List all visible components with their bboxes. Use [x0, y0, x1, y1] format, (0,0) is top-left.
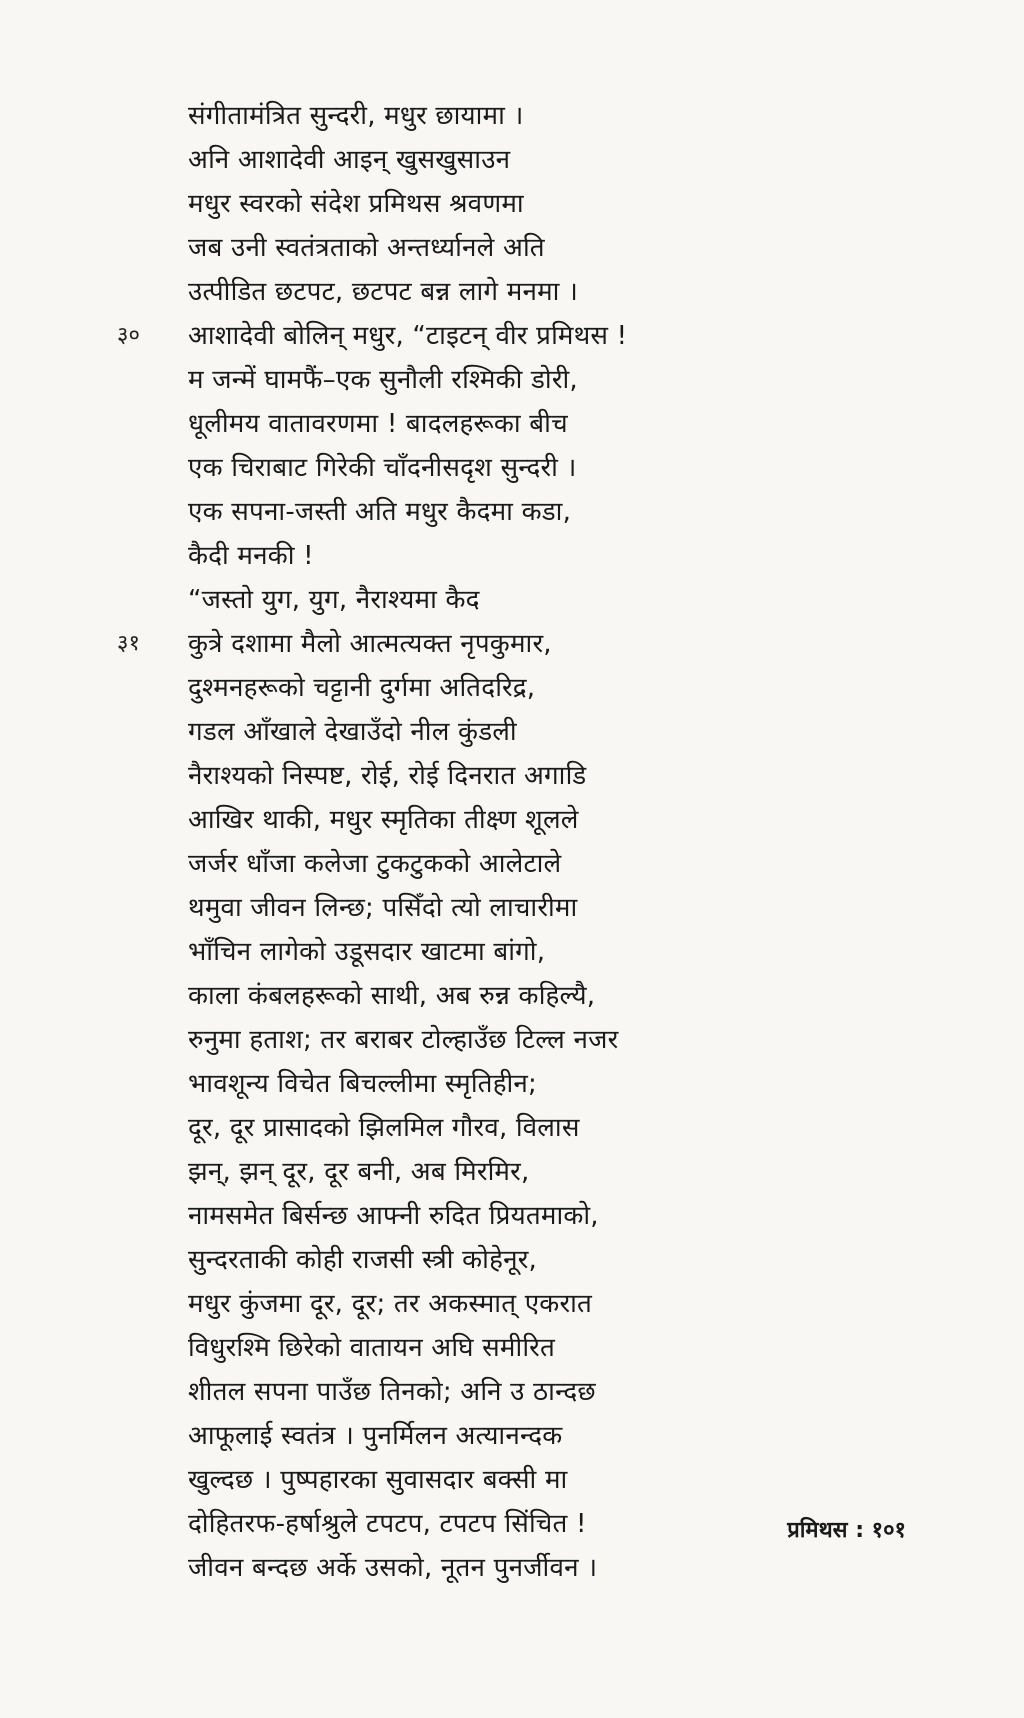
poem-line: अनि आशादेवी आइन् खुसखुसाउन: [188, 145, 511, 175]
poem-line: गडल आँखाले देखाउँदो नील कुंडली: [188, 717, 517, 747]
poem-line: म जन्में घामफैं–एक सुनौली रश्मिकी डोरी,: [188, 365, 578, 395]
poem-line: एक चिराबाट गिरेकी चाँदनीसदृश सुन्दरी ।: [188, 453, 577, 483]
poem-line: भावशून्य विचेत बिचल्लीमा स्मृतिहीन;: [188, 1069, 538, 1099]
poem-line: जीवन बन्दछ अर्के उसको, नूतन पुनर्जीवन ।: [188, 1553, 598, 1583]
poem-line: कैदी मनकी !: [188, 541, 314, 571]
poem-line: थमुवा जीवन लिन्छ; पसिँदो त्यो लाचारीमा: [188, 893, 578, 923]
poem-line: संगीतामंत्रित सुन्दरी, मधुर छायामा ।: [188, 101, 524, 131]
line-number-30: ३०: [117, 323, 140, 348]
poem-line: उत्पीडित छटपट, छटपट बन्न लागे मनमा ।: [188, 277, 579, 307]
page-number: १०१: [871, 1518, 906, 1543]
poem-line: नामसमेत बिर्सन्छ आफ्नी रुदित प्रियतमाको,: [188, 1201, 599, 1231]
poem-line: दोहितरफ-हर्षाश्रुले टपटप, टपटप सिंचित !: [188, 1509, 587, 1539]
poem-line: जब उनी स्वतंत्रताको अन्तर्ध्यानले अति: [188, 233, 545, 263]
line-number-31: ३१: [117, 631, 140, 656]
poem-line: मधुर स्वरको संदेश प्रमिथस श्रवणमा: [188, 189, 524, 219]
poem-line: कुत्रे दशामा मैलो आत्मत्यक्त नृपकुमार,: [188, 629, 552, 659]
page-footer: [787, 1516, 906, 1546]
poem-line: सुन्दरताकी कोही राजसी स्त्री कोहेनूर,: [188, 1245, 538, 1275]
poem-line: काला कंबलहरूको साथी, अब रुन्न कहिल्यै,: [188, 981, 596, 1011]
poem-line: रुनुमा हताश; तर बराबर टोल्हाउँछ टिल्ल नजर: [188, 1025, 619, 1055]
poem-line: नैराश्यको निस्पष्ट, रोई, रोई दिनरात अगाडि: [188, 761, 587, 791]
poem-line: धूलीमय वातावरणमा ! बादलहरूका बीच: [188, 409, 568, 439]
poem-line: दुश्मनहरूको चट्टानी दुर्गमा अतिदरिद्र,: [188, 673, 536, 703]
poem-line: आफूलाई स्वतंत्र । पुनर्मिलन अत्यानन्दक: [188, 1421, 563, 1451]
footer-separator: :: [855, 1518, 864, 1543]
poem-line: शीतल सपना पाउँछ तिनको; अनि उ ठान्दछ: [188, 1377, 596, 1407]
poem-line: खुल्दछ । पुष्पहारका सुवासदार बक्सी मा: [188, 1465, 568, 1495]
poem-line: दूर, दूर प्रासादको झिलमिल गौरव, विलास: [188, 1113, 580, 1143]
poem-line: मधुर कुंजमा दूर, दूर; तर अकस्मात् एकरात: [188, 1289, 593, 1319]
poem-line: एक सपना-जस्ती अति मधुर कैदमा कडा,: [188, 497, 572, 527]
footer-title: प्रमिथस: [787, 1518, 848, 1543]
poem-line: झन्, झन् दूर, दूर बनी, अब मिरमिर,: [188, 1157, 530, 1187]
poem-line: “जस्तो युग, युग, नैराश्यमा कैद: [188, 585, 480, 615]
poem-line: भाँचिन लागेको उडूसदार खाटमा बांगो,: [188, 937, 546, 967]
poem-line: आखिर थाकी, मधुर स्मृतिका तीक्ष्ण शूलले: [188, 805, 579, 835]
poem-line: विधुरश्मि छिरेको वातायन अघि समीरित: [188, 1333, 555, 1363]
poem-line: आशादेवी बोलिन् मधुर, “टाइटन् वीर प्रमिथस !: [188, 321, 628, 351]
poem-line: जर्जर धाँजा कलेजा टुकटुकको आलेटाले: [188, 849, 562, 879]
